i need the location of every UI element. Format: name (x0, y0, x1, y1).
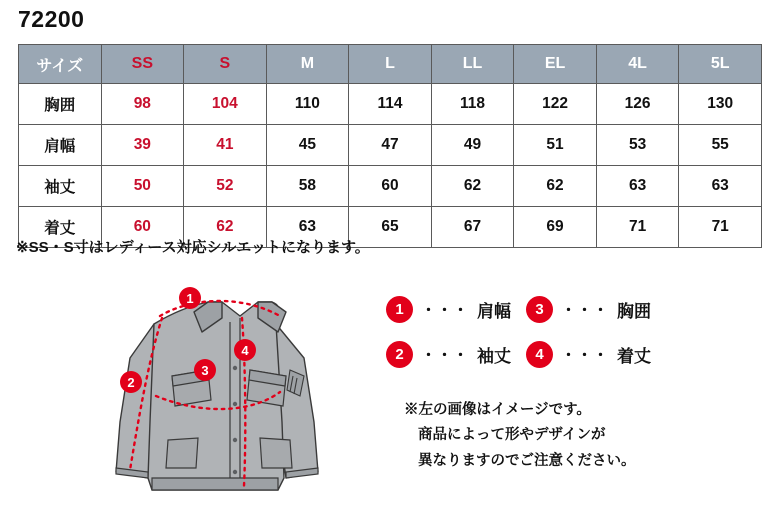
legend-marker-1-icon: 1 (386, 296, 413, 323)
cell-length-5l: 71 (679, 207, 762, 248)
svg-text:1: 1 (186, 291, 194, 306)
svg-text:3: 3 (201, 363, 209, 378)
cell-sleeve-s: 52 (184, 166, 267, 207)
ladies-silhouette-note: ※SS・S寸はレディース対応シルエットになります。 (16, 239, 370, 256)
legend-row (386, 296, 766, 323)
row-label-length: 着丈 (19, 207, 102, 248)
cell-chest-5l: 130 (679, 84, 762, 125)
cell-sleeve-m: 58 (266, 166, 349, 207)
legend-dots: ・・・ (561, 302, 610, 319)
cell-chest-el: 122 (514, 84, 597, 125)
cell-chest-l: 114 (349, 84, 432, 125)
row-label-shoulder: 肩幅 (19, 125, 102, 166)
garment-illustration (90, 272, 390, 512)
legend-item-sleeve (386, 341, 526, 368)
row-label-chest: 胸囲 (19, 84, 102, 125)
cell-shoulder-l: 47 (349, 125, 432, 166)
table-header-size: サイズ (19, 45, 102, 84)
svg-text:4: 4 (241, 343, 249, 358)
legend (386, 296, 766, 386)
disclaimer-line-1: ※左の画像はイメージです。 (404, 402, 591, 418)
cell-chest-m: 110 (266, 84, 349, 125)
legend-dots: ・・・ (421, 302, 470, 319)
cell-length-m: 63 (266, 207, 349, 248)
table-row (19, 84, 762, 125)
cell-shoulder-ll: 49 (431, 125, 514, 166)
table-header-row (19, 45, 762, 84)
table-header (19, 45, 762, 84)
cell-shoulder-s: 41 (184, 125, 267, 166)
cell-length-ss: 60 (101, 207, 184, 248)
legend-label-chest: 胸囲 (617, 302, 652, 321)
legend-label-shoulder: 肩幅 (477, 302, 512, 321)
cell-chest-ss: 98 (101, 84, 184, 125)
cell-length-s: 62 (184, 207, 267, 248)
legend-dots: ・・・ (421, 347, 470, 364)
legend-marker-3-icon: 3 (526, 296, 553, 323)
cell-shoulder-ss: 39 (101, 125, 184, 166)
cell-sleeve-el: 62 (514, 166, 597, 207)
legend-dots: ・・・ (561, 347, 610, 364)
cell-shoulder-5l: 55 (679, 125, 762, 166)
cell-length-ll: 67 (431, 207, 514, 248)
cell-length-l: 65 (349, 207, 432, 248)
table-header-ss: SS (101, 45, 184, 84)
legend-label-length: 着丈 (617, 347, 652, 366)
size-table (18, 44, 762, 248)
cell-shoulder-m: 45 (266, 125, 349, 166)
image-disclaimer (404, 398, 636, 474)
table-body (19, 84, 762, 248)
cell-length-4l: 71 (596, 207, 679, 248)
legend-label-sleeve: 袖丈 (477, 347, 512, 366)
table-header-s: S (184, 45, 267, 84)
legend-marker-2-icon: 2 (386, 341, 413, 368)
cell-chest-s: 104 (184, 84, 267, 125)
cell-shoulder-4l: 53 (596, 125, 679, 166)
cell-length-el: 69 (514, 207, 597, 248)
table-header-ll: LL (431, 45, 514, 84)
row-label-sleeve: 袖丈 (19, 166, 102, 207)
product-code: 72200 (18, 6, 85, 32)
disclaimer-line-2: 商品によって形やデザインが (418, 427, 606, 444)
legend-item-shoulder (386, 296, 526, 323)
svg-text:2: 2 (127, 375, 135, 390)
table-header-l: L (349, 45, 432, 84)
disclaimer-line-3: 異なりますのでご注意ください。 (418, 452, 636, 469)
table-header-m: M (266, 45, 349, 84)
cell-sleeve-4l: 63 (596, 166, 679, 207)
cell-sleeve-5l: 63 (679, 166, 762, 207)
legend-item-length (526, 341, 666, 368)
table-header-el: EL (514, 45, 597, 84)
legend-row (386, 341, 766, 368)
cell-sleeve-l: 60 (349, 166, 432, 207)
cell-sleeve-ss: 50 (101, 166, 184, 207)
cell-sleeve-ll: 62 (431, 166, 514, 207)
cell-shoulder-el: 51 (514, 125, 597, 166)
table-row (19, 166, 762, 207)
table-header-4l: 4L (596, 45, 679, 84)
legend-marker-4-icon: 4 (526, 341, 553, 368)
legend-item-chest (526, 296, 666, 323)
cell-chest-ll: 118 (431, 84, 514, 125)
cell-chest-4l: 126 (596, 84, 679, 125)
table-header-5l: 5L (679, 45, 762, 84)
table-row (19, 125, 762, 166)
